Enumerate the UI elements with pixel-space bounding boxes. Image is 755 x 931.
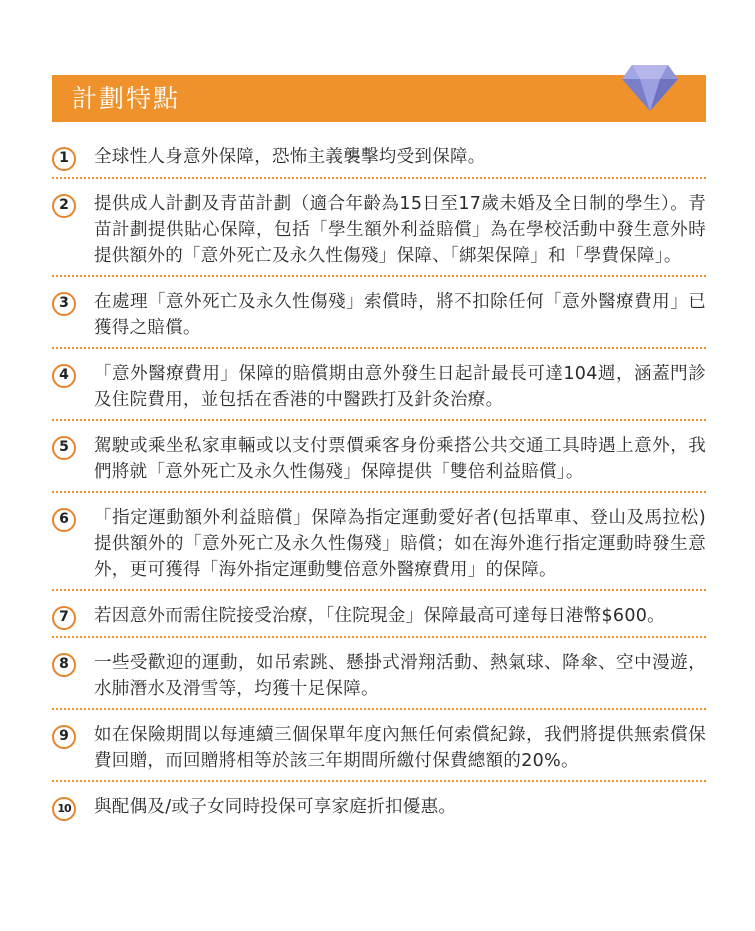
list-item [52, 718, 706, 782]
item-text: 駕駛或乘坐私家車輛或以支付票價乘客身份乘搭公共交通工具時遇上意外，我們將就「意外死亡及永久性傷殘」保障提供「雙倍利益賠償」。 [94, 436, 706, 482]
list-item [52, 599, 706, 638]
list-item [52, 285, 706, 349]
feature-list [52, 140, 706, 835]
item-number-badge: 2 [52, 194, 76, 218]
item-text: 在處理「意外死亡及永久性傷殘」索償時，將不扣除任何「意外醫療費用」已獲得之賠償。 [94, 292, 706, 338]
item-number-badge: 1 [52, 147, 76, 171]
item-text: 提供成人計劃及青苗計劃（適合年齡為15日至17歲未婚及全日制的學生）。青苗計劃提供貼心保障，包括「學生額外利益賠償」為在學校活動中發生意外時提供額外的「意外死亡及永久性傷殘」保障、「綁架保障」和「學費保障」。 [94, 194, 706, 266]
item-number-badge: 6 [52, 508, 76, 532]
item-text: 一些受歡迎的運動，如吊索跳、懸掛式滑翔活動、熱氣球、降傘、空中漫遊，水肺潛水及滑雪等，均獲十足保障。 [94, 653, 706, 699]
list-item [52, 646, 706, 710]
list-item [52, 790, 706, 827]
section-title: 計劃特點 [72, 84, 181, 113]
item-number-badge: 10 [52, 797, 76, 821]
item-number-badge: 7 [52, 606, 76, 630]
list-item [52, 429, 706, 493]
item-text: 若因意外而需住院接受治療，「住院現金」保障最高可達每日港幣$600。 [94, 606, 665, 626]
item-text: 如在保險期間以每連續三個保單年度內無任何索償紀錄，我們將提供無索償保費回贈，而回贈將相等於該三年期間所繳付保費總額的20%。 [94, 725, 706, 771]
item-text: 「意外醫療費用」保障的賠償期由意外發生日起計最長可達104週，涵蓋門診及住院費用，並包括在香港的中醫跌打及針灸治療。 [94, 364, 706, 410]
item-number-badge: 4 [52, 364, 76, 388]
list-item [52, 140, 706, 179]
item-number-badge: 3 [52, 292, 76, 316]
item-number-badge: 5 [52, 436, 76, 460]
section-header [52, 75, 706, 122]
diamond-icon [620, 63, 680, 113]
item-number-badge: 8 [52, 653, 76, 677]
list-item [52, 501, 706, 591]
item-text: 「指定運動額外利益賠償」保障為指定運動愛好者(包括單車、登山及馬拉松)提供額外的「意外死亡及永久性傷殘」賠償；如在海外進行指定運動時發生意外，更可獲得「海外指定運動雙倍意外醫療費用」的保障。 [94, 508, 706, 580]
list-item [52, 187, 706, 277]
item-number-badge: 9 [52, 725, 76, 749]
item-text: 與配偶及/或子女同時投保可享家庭折扣優惠。 [94, 797, 457, 817]
item-text: 全球性人身意外保障，恐怖主義襲擊均受到保障。 [94, 147, 486, 167]
list-item [52, 357, 706, 421]
